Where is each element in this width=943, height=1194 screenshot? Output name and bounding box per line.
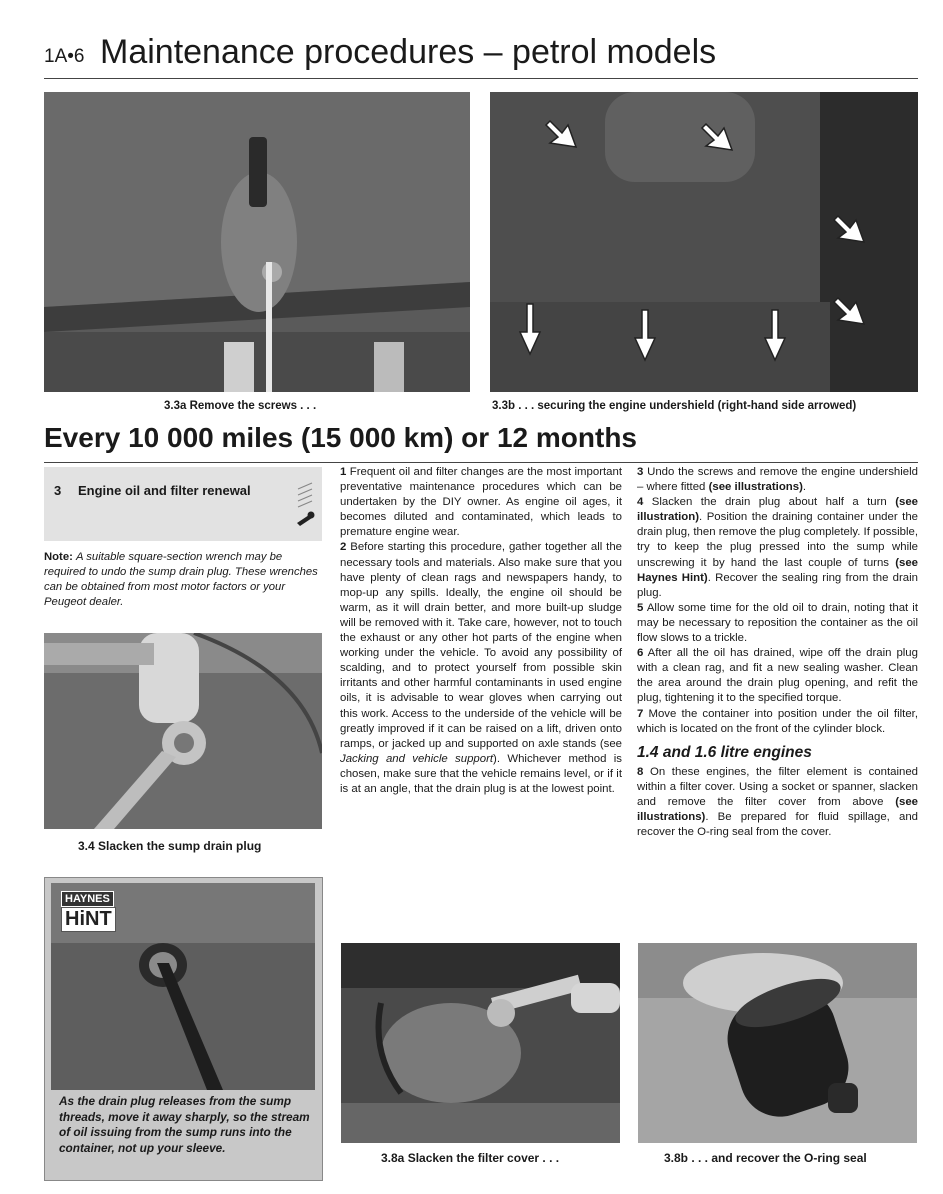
- section-title: Engine oil and filter renewal: [78, 483, 251, 498]
- paragraph-3: 3 Undo the screws and remove the engine undershield – where fitted (see illustrations).: [637, 466, 918, 494]
- paragraph-1: 1 Frequent oil and filter changes are the most important preventative maintenance procedures which can be undertaken by the DIY owner. As engine oil ages, it becomes diluted and contaminated, which leads to premature engine wear.: [340, 466, 622, 539]
- note-text: A suitable square-section wrench may be required to undo the sump drain plug. These wrenches can be obtained from most motor factors or your Peugeot dealer.: [44, 551, 318, 608]
- paragraph-2: 2 Before starting this procedure, gather together all the necessary tools and materials. Also make sure that you have plenty of clean rags and newspapers handy, to mop-up any spills. Ideally, the engine oil should be warm, as it will drain better, and more built-up sludge will be removed with it. Take care, however, not to touch the exhaust or any other hot parts of the engine when working under the vehicle. To avoid any possibility of scalding, and to protect yourself from possible skin irritants and other harmful contaminants in used engine oils, it is advisable to wear gloves when carrying out this work. Access to the underside of the vehicle will be greatly improved if it can be raised on a lift, driven onto ramps, or jacked up and supported on axle stands (see Jacking and vehicle support). Whichever method is chosen, make sure that the vehicle remains level, or if it is at an angle, that the drain plug is at the lowest point.: [340, 541, 622, 795]
- caption-3-8a: 3.8a Slacken the filter cover . . .: [381, 1151, 560, 1165]
- hint-badge-top: HAYNES: [61, 891, 114, 907]
- subheading-engines: 1.4 and 1.6 litre engines: [637, 743, 812, 761]
- photo-3-8b: [638, 943, 917, 1143]
- paragraph-8: 8 On these engines, the filter element is contained within a filter cover. Using a socket or spanner, slacken and remove the filter cover from above (see illustrations). Be prepared for fluid spillage, and recover the O-ring seal from the cover.: [637, 765, 919, 839]
- page-header: [44, 30, 918, 79]
- page-title: Maintenance procedures – petrol models: [100, 33, 717, 71]
- photo-3-3a: [44, 92, 470, 392]
- photo-3-4: [44, 633, 322, 829]
- note-label: Note:: [44, 551, 73, 563]
- photo-3-3b: [490, 92, 918, 392]
- interval-heading: Every 10 000 miles (15 000 km) or 12 months: [44, 422, 918, 463]
- column-right: [637, 465, 918, 840]
- section-header: [44, 467, 322, 541]
- column-middle: [340, 465, 622, 797]
- caption-3-3b: 3.3b . . . securing the engine undershield (right-hand side arrowed): [492, 400, 857, 412]
- photo-3-8a: [341, 943, 620, 1143]
- haynes-hint: [44, 877, 323, 1181]
- section-number: 3: [54, 483, 62, 498]
- caption-3-8b: 3.8b . . . and recover the O-ring seal: [664, 1151, 867, 1165]
- hint-text: As the drain plug releases from the sump threads, move it away sharply, so the stream of oil issuing from the sump runs into the container, not up your sleeve.: [59, 1094, 310, 1155]
- caption-3-3a: 3.3a Remove the screws . . .: [164, 400, 317, 412]
- page-number: 1A•6: [44, 46, 85, 67]
- hint-photo: [51, 883, 315, 1090]
- paragraph-5: 5 Allow some time for the old oil to drain, noting that it may be necessary to reposition the container as the oil flow slows to a trickle.: [637, 601, 918, 645]
- caption-3-4: 3.4 Slacken the sump drain plug: [78, 839, 262, 853]
- paragraph-7: 7 Move the container into position under the oil filter, which is located on the front of the cylinder block.: [637, 707, 918, 735]
- note: [44, 550, 324, 610]
- spanner-difficulty-icon: [294, 479, 318, 533]
- paragraph-6: 6 After all the oil has drained, wipe off the drain plug with a clean rag, and fit a new sealing washer. Clean the area around the drain plug opening, and refit the plug, tightening it to the specified torque.: [637, 647, 918, 705]
- paragraph-4: 4 Slacken the drain plug about half a turn (see illustration). Position the draining container under the drain plug, then remove the plug completely. If possible, try to keep the plug pressed into the sump while unscrewing it by hand the last couple of turns (see Haynes Hint). Recover the sealing ring from the drain plug.: [637, 496, 918, 599]
- hint-badge-bottom: HiNT: [61, 907, 116, 932]
